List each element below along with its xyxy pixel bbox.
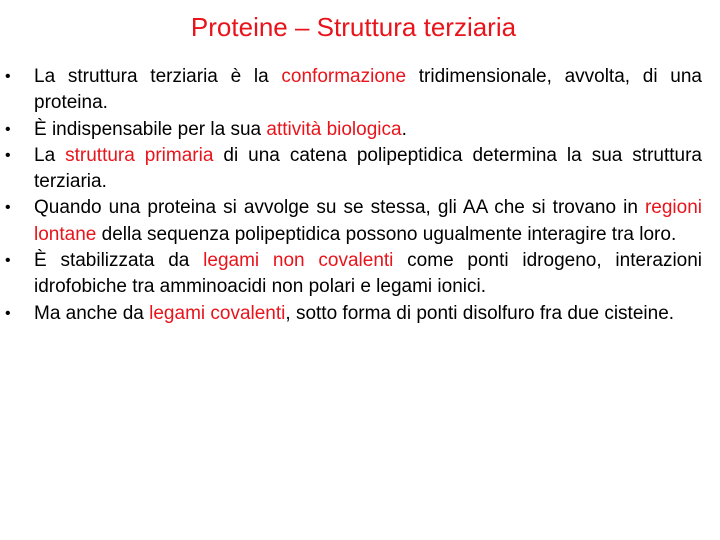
bullet-item [5, 301, 702, 327]
bullet-text: . [401, 118, 407, 140]
bullet-marker: • [5, 199, 11, 217]
bullet-item [5, 248, 703, 301]
bullet-marker: • [5, 120, 11, 138]
bullet-marker: • [5, 252, 11, 270]
highlighted-term: struttura primaria [65, 144, 214, 166]
bullet-marker: • [5, 304, 11, 322]
bullet-item [5, 195, 702, 248]
bullet-text: È indispensabile per la sua [34, 118, 267, 140]
bullet-text: tridimensionale, avvolta, di una proteina. [34, 66, 703, 114]
highlighted-term: regioni lontane [34, 197, 702, 245]
bullet-text: Quando una proteina si avvolge su se stessa, gli AA che si trovano in [34, 197, 645, 219]
bullet-text: La struttura terziaria è la [34, 66, 282, 87]
bullet-list [5, 64, 703, 327]
bullet-text: come ponti idrogeno, interazioni idrofobiche tra amminoacidi non polari e legami ionici. [34, 250, 703, 298]
bullet-marker: • [5, 68, 11, 85]
slide-title: Proteine – Struttura terziaria [190, 12, 517, 42]
bullet-item [5, 143, 702, 196]
highlighted-term: legami covalenti [149, 302, 286, 324]
highlighted-term: conformazione [281, 66, 407, 87]
bullet-text: La [34, 144, 66, 166]
bullet-text: È stabilizzata da [34, 250, 204, 272]
bullet-text: Ma anche da [34, 302, 150, 324]
bullet-item [5, 117, 702, 143]
bullet-item [5, 64, 703, 117]
highlighted-term: attività biologica [266, 118, 402, 140]
bullet-text: della sequenza polipeptidica possono ugualmente interagire tra loro. [96, 223, 677, 245]
highlighted-term: legami non covalenti [203, 250, 394, 272]
bullet-text: , sotto forma di ponti disolfuro fra due cisteine. [285, 302, 675, 324]
bullet-marker: • [5, 146, 11, 164]
bullet-text: di una catena polipeptidica determina la sua struttura terziaria. [34, 144, 702, 193]
